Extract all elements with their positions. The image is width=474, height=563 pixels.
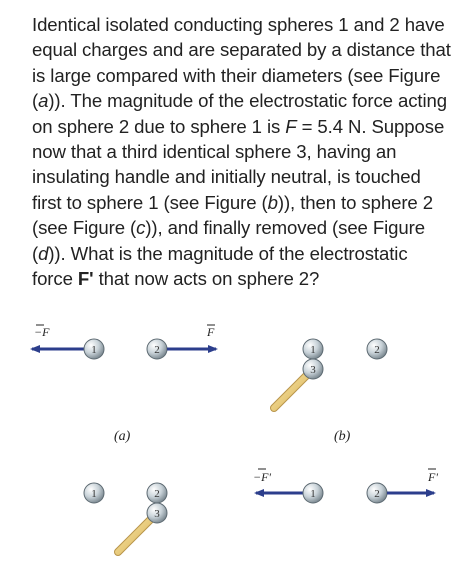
sphere-2-label: 2: [374, 344, 380, 356]
sphere-1-label: 1: [91, 488, 97, 500]
panel-b-label: (b): [334, 429, 351, 444]
sphere-2-label: 2: [154, 488, 160, 500]
figure-ref-c: c: [136, 217, 146, 239]
force-label-Fprime: F': [428, 470, 438, 484]
sphere-1-label: 1: [310, 488, 316, 500]
sphere-1-label: 1: [310, 344, 316, 356]
question-part: = 5.4 N. Suppose now that a third identical sphere 3, having an insulating handle and initially neutral, is touched first to sphere 1 (see Figure (: [32, 115, 445, 213]
question-part: )). The magnitude of the electrostatic force acting on sphere 2 due to sphere 1 is: [32, 90, 448, 137]
insulating-handle-fill: [118, 518, 152, 552]
question-part: )). What is the magnitude of the electrostatic force: [32, 242, 408, 290]
question-part: )), and finally removed (see Figure (: [32, 217, 425, 264]
sphere-1-label: 1: [91, 344, 97, 356]
sphere-3-label: 3: [310, 364, 316, 376]
force-label-minus-F: −F: [34, 325, 50, 339]
figure-ref-d: d: [38, 242, 49, 264]
figure-ref-a: a: [38, 90, 49, 112]
force-label-minus-Fprime: −F': [253, 470, 271, 484]
force-symbol-F: F: [285, 115, 297, 137]
sphere-3-label: 3: [154, 508, 160, 520]
question-part: that now acts on sphere 2?: [93, 268, 320, 290]
question-part: Identical isolated conducting spheres 1 and 2 have equal charges and are separated by a distance that is large compared with their diameters (see Figure (: [32, 14, 451, 112]
panel-c: [84, 483, 167, 552]
force-label-F: F: [207, 325, 215, 339]
panel-a: [32, 325, 216, 444]
panel-d: [253, 469, 438, 503]
sphere-2-label: 2: [374, 488, 380, 500]
question-part: )), then to sphere 2 (see Figure (: [32, 191, 433, 239]
figure-ref-b: b: [267, 191, 278, 213]
panel-b: [274, 339, 387, 444]
panel-a-label: (a): [114, 429, 131, 444]
force-symbol-Fprime: F': [77, 268, 94, 290]
sphere-2-label: 2: [154, 344, 160, 356]
insulating-handle-fill: [274, 374, 308, 408]
